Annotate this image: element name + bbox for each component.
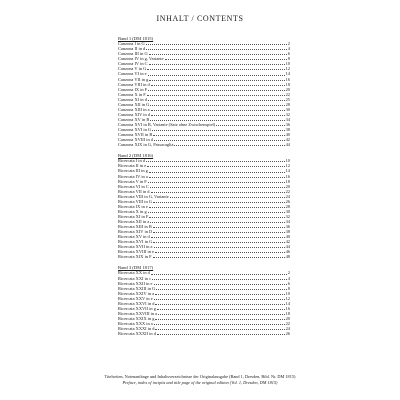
toc-entry-page: 18 xyxy=(285,178,290,184)
toc-entry-page: 46 xyxy=(285,249,290,255)
toc-entry-title: Ricercata XIX in F xyxy=(118,254,152,260)
dot-leader xyxy=(151,274,287,275)
dot-leader xyxy=(216,125,284,126)
toc-entry-title: Ricercata XXIX in g xyxy=(118,315,155,321)
toc-entry-page: 38 xyxy=(285,126,290,132)
dot-leader xyxy=(156,289,287,290)
dot-leader xyxy=(154,284,287,285)
toc-entry-title: Canzona XI in d xyxy=(118,96,147,102)
section-title: Band 3 (DM 1817) xyxy=(118,265,154,271)
toc-entry-page: 12 xyxy=(285,163,290,169)
toc-entry-page: 42 xyxy=(285,137,290,143)
toc-entry-title: Ricercata XXIV in a xyxy=(118,290,155,296)
toc-entry-title: Ricercata III in g xyxy=(118,168,148,174)
toc-entry-title: Ricercata I in d xyxy=(118,158,145,164)
toc-entry-title: Canzona XIII in a xyxy=(118,106,150,112)
toc-entry-title: Ricercata VII in d xyxy=(118,188,150,194)
toc-entry-title: Canzona XV in B xyxy=(118,116,150,122)
toc-entry-title: Canzona III in G xyxy=(118,51,148,57)
toc-entry-page: 32 xyxy=(285,213,290,219)
toc-entry-title: Canzona XVIII in d xyxy=(118,137,153,143)
toc-entry-title: Ricercata XVIII in e xyxy=(118,249,154,255)
toc-entry-page: 12 xyxy=(285,66,290,72)
toc-entry-page: 44 xyxy=(285,244,290,250)
dot-leader xyxy=(151,85,285,86)
dot-leader xyxy=(157,309,285,310)
dot-leader xyxy=(150,105,284,106)
toc-entry-page: 22 xyxy=(285,188,290,194)
toc-entry-page: 26 xyxy=(285,198,290,204)
toc-entry xyxy=(118,254,290,259)
toc-section xyxy=(118,153,290,259)
toc-entry-page: 20 xyxy=(285,86,290,92)
toc-section xyxy=(118,265,290,336)
toc-entry-page: 18 xyxy=(285,81,290,87)
dot-leader xyxy=(152,130,285,131)
toc-entry-title: Ricercata XXII in e xyxy=(118,280,153,286)
toc-entry-page: 16 xyxy=(285,76,290,82)
toc-entry-title: Ricercata XXV in e xyxy=(118,295,153,301)
dot-leader xyxy=(154,247,285,248)
dot-leader xyxy=(157,334,285,335)
toc-section xyxy=(118,36,290,147)
toc-entry-page: 26 xyxy=(285,331,290,337)
toc-entry-page: 14 xyxy=(285,71,290,77)
toc-entry-page: 22 xyxy=(285,91,290,97)
dot-leader xyxy=(147,166,284,167)
toc-entry-title: Ricercata XXX in a xyxy=(118,320,153,326)
dot-leader xyxy=(155,304,284,305)
toc-entry-title: Canzona XVII in B xyxy=(118,132,153,138)
toc-entry-title: Ricercata XXVIII in a xyxy=(118,310,158,316)
toc-entry-page: 36 xyxy=(285,121,290,127)
toc-entry-title: Canzona XIV in d xyxy=(118,111,150,117)
toc-entry-page: 24 xyxy=(285,326,290,331)
toc-entry-title: Ricercata XVII in a xyxy=(118,244,153,250)
dot-leader xyxy=(149,172,285,173)
dot-leader xyxy=(148,100,285,101)
dot-leader xyxy=(155,319,284,320)
dot-leader xyxy=(150,120,284,121)
section-title: Band 2 (DM 1816) xyxy=(118,153,154,159)
toc-entry-page: 48 xyxy=(285,254,290,260)
dot-leader xyxy=(154,140,285,141)
toc-entry-title: Canzona XIX in G, Passacaglia xyxy=(118,142,174,148)
dot-leader xyxy=(149,64,285,65)
toc-entry-page: 28 xyxy=(285,101,290,107)
toc-entry-page: 34 xyxy=(285,116,290,122)
toc-entry-page: 36 xyxy=(285,223,290,229)
dot-leader xyxy=(150,187,285,188)
toc-entry-title: Canzona X in F xyxy=(118,91,146,97)
toc-entry-title: Ricercata VIII in G xyxy=(118,198,152,204)
dot-leader xyxy=(153,135,284,136)
dot-leader xyxy=(153,242,284,243)
toc-entry-title: Ricercata XIII in B xyxy=(118,223,152,229)
dot-leader xyxy=(152,279,287,280)
toc-entry-page: 40 xyxy=(285,234,290,240)
dot-leader xyxy=(146,161,285,162)
dot-leader xyxy=(174,145,284,146)
dot-leader xyxy=(149,80,284,81)
toc-entry-page: 10 xyxy=(285,61,290,67)
toc-entry-title: Canzona II in d xyxy=(118,46,146,52)
dot-leader xyxy=(151,115,285,116)
toc-entry-title: Ricercata IV in a xyxy=(118,173,148,179)
toc-entry-title: Ricercata XXVI in d xyxy=(118,300,155,306)
toc-entry-page: 6 xyxy=(287,280,290,286)
toc-entry-page: 4 xyxy=(287,46,290,52)
toc-entry-page: 25 xyxy=(285,96,290,102)
toc-entry-title: Ricercata XXVII in g xyxy=(118,305,156,311)
dot-leader xyxy=(153,227,285,228)
toc-entry-page: 32 xyxy=(285,111,290,117)
table-of-contents xyxy=(118,36,290,342)
toc-entry-page: 16 xyxy=(285,173,290,179)
dot-leader xyxy=(149,207,285,208)
dot-leader xyxy=(151,110,285,111)
dot-leader xyxy=(147,69,284,70)
toc-entry-page: 14 xyxy=(285,300,290,306)
toc-entry-page: 20 xyxy=(285,183,290,189)
footer-caption xyxy=(30,374,370,385)
toc-entry-page: 18 xyxy=(285,310,290,316)
toc-entry xyxy=(118,142,290,147)
dot-leader xyxy=(170,197,285,198)
dot-leader xyxy=(155,329,284,330)
dot-leader xyxy=(151,192,285,193)
toc-entry-title: Ricercata V in F xyxy=(118,178,147,184)
dot-leader xyxy=(149,54,287,55)
toc-entry-title: Ricercata VIII in G, Variante xyxy=(118,193,169,199)
toc-entry-page: 40 xyxy=(285,132,290,138)
toc-entry-page: 22 xyxy=(285,320,290,326)
dot-leader xyxy=(165,59,287,60)
toc-entry-title: Canzona VIII in d xyxy=(118,81,150,87)
dot-leader xyxy=(149,217,284,218)
dot-leader xyxy=(148,75,285,76)
dot-leader xyxy=(147,95,285,96)
toc-entry-page: 8 xyxy=(287,285,290,291)
toc-entry-title: Ricercata XIV in D xyxy=(118,229,153,235)
toc-entry-page: 44 xyxy=(285,142,290,148)
toc-entry-title: Canzona IX in F xyxy=(118,86,148,92)
toc-entry-title: Ricercata IX in e xyxy=(118,203,148,209)
toc-entry-title: Ricercata XVI in G xyxy=(118,239,153,245)
toc-entry-title: Canzona XVI in G xyxy=(118,126,152,132)
toc-entry-page: 34 xyxy=(285,218,290,224)
dot-leader xyxy=(155,294,284,295)
footer-line-2: Preface, index of incipits and title page of the original edition (Vol. 1, Dresden, DM 1815) xyxy=(122,379,278,385)
toc-entry-page: 14 xyxy=(285,168,290,174)
dot-leader xyxy=(153,257,285,258)
toc-entry-title: Ricercata II in e xyxy=(118,163,147,169)
dot-leader xyxy=(148,212,285,213)
dot-leader xyxy=(150,222,284,223)
dot-leader xyxy=(149,177,285,178)
toc-entry-page: 8 xyxy=(287,56,290,62)
dot-leader xyxy=(148,182,285,183)
toc-entry-page: 10 xyxy=(285,290,290,296)
section-title: Band 1 (DM 1815) xyxy=(118,36,154,41)
toc-entry-title: Ricercata XII in a xyxy=(118,218,150,224)
toc-entry-title: Ricercata X in g xyxy=(118,208,147,214)
toc-entry-page: 28 xyxy=(285,203,290,209)
toc-entry-title: Canzona VII in g xyxy=(118,76,149,82)
toc-entry-title: Ricercata XXXII in d xyxy=(118,331,156,337)
toc-entry-page: 42 xyxy=(285,239,290,245)
dot-leader xyxy=(155,252,285,253)
toc-entry-title: Ricercata VI in C xyxy=(118,183,149,189)
dot-leader xyxy=(158,314,284,315)
toc-entry-title: Canzona VI in e xyxy=(118,71,147,77)
toc-entry-page: 16 xyxy=(285,305,290,311)
toc-entry-page: 6 xyxy=(287,51,290,57)
toc-entry-title: Ricercata XXI in c xyxy=(118,275,152,281)
dot-leader xyxy=(146,49,287,50)
dot-leader xyxy=(154,324,285,325)
dot-leader xyxy=(153,232,284,233)
toc-entry-title: Canzona XVI in B, Variante (Satz ohne Zwischenspiel) xyxy=(118,121,216,127)
dot-leader xyxy=(153,202,285,203)
toc-entry-page: 2 xyxy=(287,41,290,47)
toc-entry-page: 2 xyxy=(287,270,290,276)
toc-entry-page: 10 xyxy=(285,158,290,164)
toc-entry-title: Canzona IV in g, Variante xyxy=(118,56,164,62)
toc-entry-title: Canzona XII in G xyxy=(118,101,150,107)
toc-entry-page: 24 xyxy=(285,193,290,199)
toc-entry-title: Ricercata XV in d xyxy=(118,234,150,240)
toc-entry-title: Canzona I in G xyxy=(118,41,145,47)
page-title: INHALT / CONTENTS xyxy=(156,14,244,23)
dot-leader xyxy=(154,299,285,300)
toc-entry-page: 4 xyxy=(287,275,290,281)
toc-entry-title: Canzona IV in C xyxy=(118,61,148,67)
toc-entry-title: Ricercata XXIII in G xyxy=(118,285,156,291)
toc-entry-title: Ricercata XX in d xyxy=(118,270,150,276)
toc-entry-page: 30 xyxy=(285,208,290,214)
toc-entry-title: Ricercata XI in F xyxy=(118,213,149,219)
toc-entry-page: 30 xyxy=(285,106,290,112)
toc-entry-title: Ricercata XXXI in d xyxy=(118,326,155,331)
toc-entry xyxy=(118,331,290,336)
toc-entry-page: 12 xyxy=(285,295,290,301)
dot-leader xyxy=(151,237,285,238)
dot-leader xyxy=(148,90,284,91)
toc-entry-page: 38 xyxy=(285,229,290,235)
toc-entry-page: 20 xyxy=(285,315,290,321)
dot-leader xyxy=(146,44,287,45)
toc-entry-title: Canzona V in G xyxy=(118,66,147,72)
footer-line-1: Titelseiten, Notenanfänge und Inhaltsverzeichnisse der Originalausgabe (Band 1, Dresden, Bibl. Nr. DM 1815) xyxy=(104,374,296,379)
